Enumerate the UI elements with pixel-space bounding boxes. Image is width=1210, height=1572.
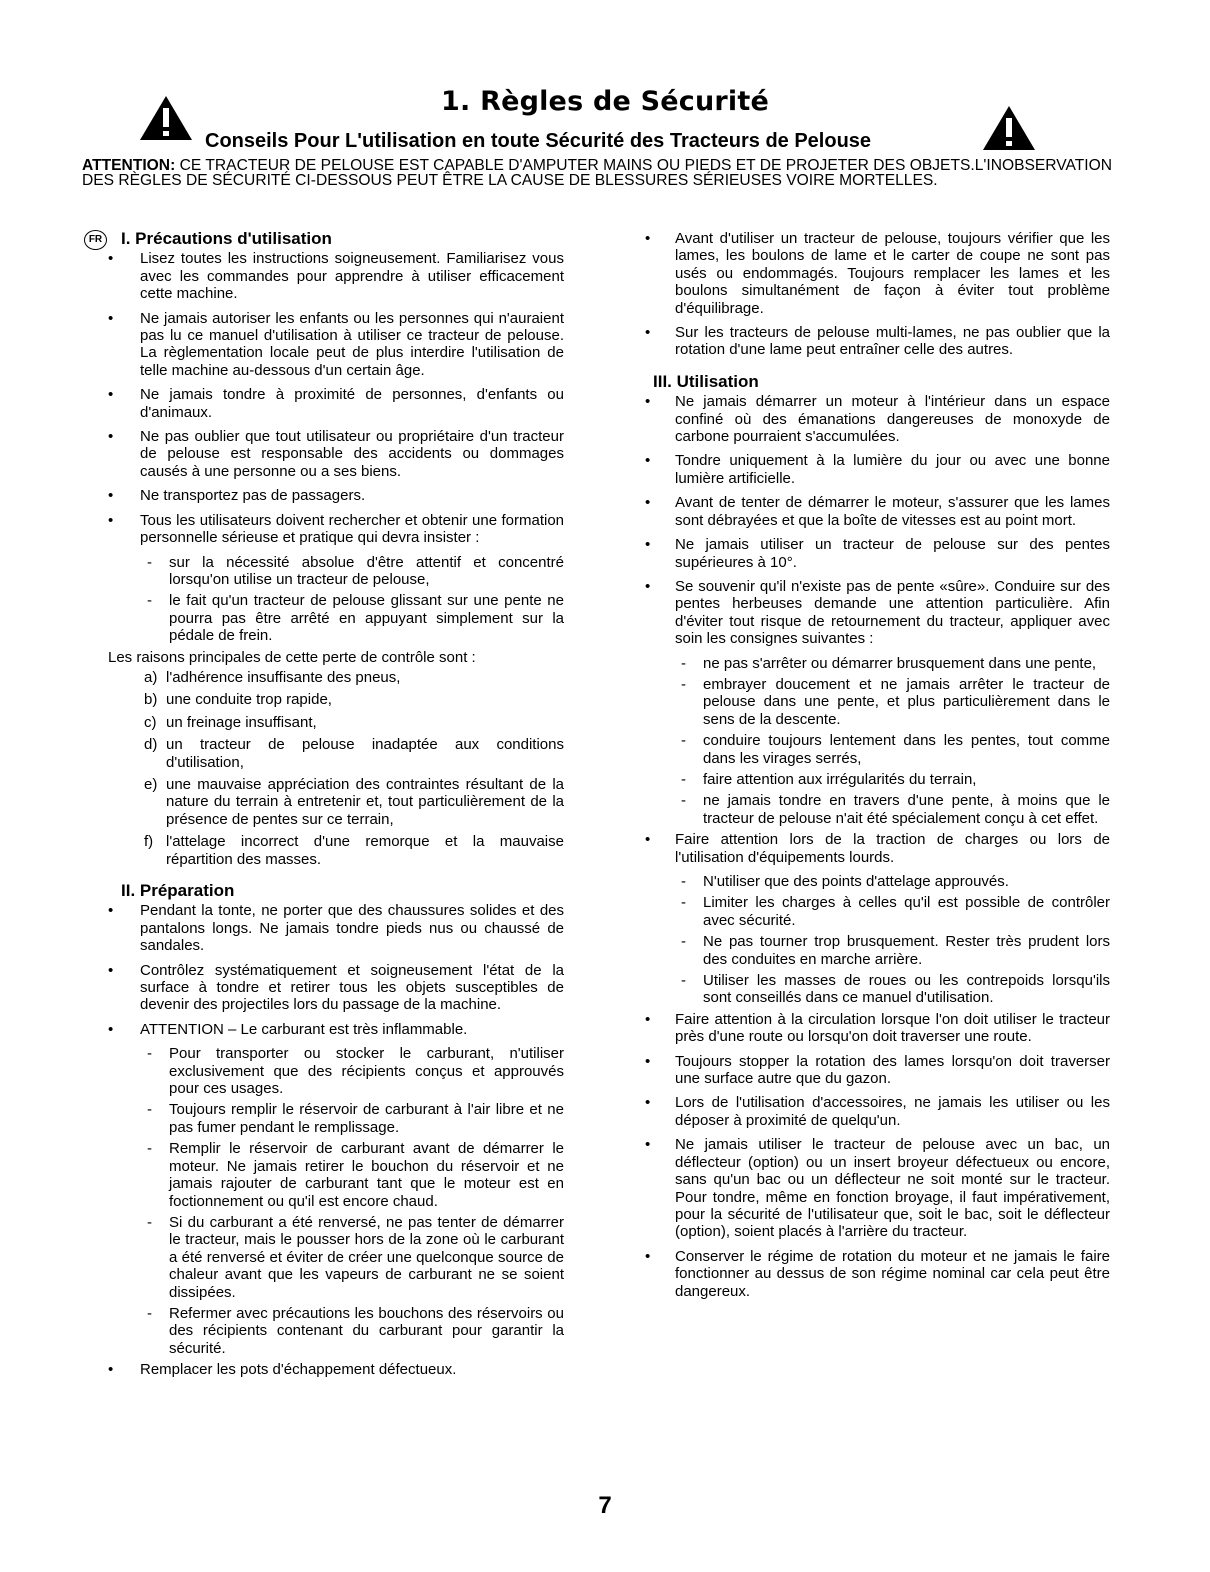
section-title: III. Utilisation <box>653 371 759 391</box>
list-item: • Ne pas oublier que tout utilisateur ou propriétaire d'un tracteur de pelouse est responsable des accidents ou dommages causés à une personne ou a ses biens. <box>84 428 564 480</box>
left-column <box>84 230 564 1386</box>
reasons-intro: Les raisons principales de cette perte de contrôle sont : <box>108 648 476 666</box>
page-title: 1. Règles de Sécurité <box>441 86 769 117</box>
sub-list-item: - Refermer avec précautions les bouchons des réservoirs ou des récipients contenant du carburant pour garantir la sécurité. <box>84 1305 564 1357</box>
sub-list-item: - N'utiliser que des points d'attelage approuvés. <box>645 873 1110 890</box>
list-item: • Tondre uniquement à la lumière du jour ou avec une bonne lumière artificielle. <box>645 452 1110 487</box>
page-number: 7 <box>598 1492 612 1519</box>
list-item: • ATTENTION – Le carburant est très inflammable. <box>84 1021 564 1038</box>
reason-key: a) <box>144 668 158 686</box>
list-item: • Avant de tenter de démarrer le moteur, s'assurer que les lames sont débrayées et que la boîte de vitesses est au point mort. <box>645 494 1110 529</box>
sub-list-item: - Toujours remplir le réservoir de carburant à l'air libre et ne pas fumer pendant le remplissage. <box>84 1101 564 1136</box>
reason-text: un freinage insuffisant, <box>166 713 317 731</box>
list-item: • Tous les utilisateurs doivent rechercher et obtenir une formation personnelle sérieuse et pratique qui devra insister : <box>84 512 564 547</box>
reason-item <box>84 736 564 771</box>
section-title: I. Précautions d'utilisation <box>121 229 332 248</box>
sub-list-item: - Remplir le réservoir de carburant avant de démarrer le moteur. Ne jamais retirer le bouchon du réservoir et ne jamais rajouter de carburant tant que le moteur est en foctionnement ou qu'il est encore chaud. <box>84 1140 564 1210</box>
attention-label: ATTENTION: <box>82 157 176 174</box>
reason-text: l'attelage incorrect d'une remorque et la mauvaise répartition des masses. <box>166 833 564 868</box>
list-item: • Toujours stopper la rotation des lames lorsqu'on doit traverser une surface autre que du gazon. <box>645 1053 1110 1088</box>
sub-list-item: - embrayer doucement et ne jamais arrêter le tracteur de pelouse dans une pente, et plus particulièrement dans le sens de la descente. <box>645 676 1110 728</box>
list-item: • Sur les tracteurs de pelouse multi-lames, ne pas oublier que la rotation d'une lame peut entraîner celle des autres. <box>645 324 1110 359</box>
reason-text: une mauvaise appréciation des contraintes résultant de la nature du terrain à entretenir et, tout particulièrement de la présence de pentes sur ce terrain, <box>166 775 564 828</box>
section-heading <box>84 230 564 247</box>
sub-list-item: - sur la nécessité absolue d'être attentif et concentré lorsqu'on utilise un tracteur de pelouse, <box>84 554 564 589</box>
list-item: • Remplacer les pots d'échappement défectueux. <box>84 1361 564 1378</box>
list-item: • Ne jamais démarrer un moteur à l'intérieur dans un espace confiné où des émanations dangereuses de monoxyde de carbone pourraient s'accumulées. <box>645 393 1110 445</box>
reason-text: une conduite trop rapide, <box>166 691 332 709</box>
list-item: • Ne jamais utiliser un tracteur de pelouse sur des pentes supérieures à 10°. <box>645 536 1110 571</box>
attention-warning <box>82 158 1112 188</box>
attention-text: CE TRACTEUR DE PELOUSE EST CAPABLE D'AMPUTER MAINS OU PIEDS ET DE PROJETER DES OBJETS.L'INOBSERVATION DES RÈGLES DE SÉCURITÉ CI-DESSOUS PEUT ÊTRE LA CAUSE DE BLESSURES SÉRIEUSES VOIRE MORTELLES. <box>82 157 1112 189</box>
sub-list-item: - ne pas s'arrêter ou démarrer brusquement dans une pente, <box>645 655 1110 672</box>
sub-list-item: - Limiter les charges à celles qu'il est possible de contrôler avec sécurité. <box>645 894 1110 929</box>
language-badge: FR <box>84 230 107 250</box>
reason-text: un tracteur de pelouse inadaptée aux conditions d'utilisation, <box>166 736 564 771</box>
sub-list-item: - Ne pas tourner trop brusquement. Rester très prudent lors des conduites en marche arrière. <box>645 933 1110 968</box>
sub-list-item: - faire attention aux irrégularités du terrain, <box>645 771 1110 788</box>
reason-key: b) <box>144 691 158 709</box>
sub-list-item: - conduire toujours lentement dans les pentes, tout comme dans les virages serrés, <box>645 732 1110 767</box>
sub-list-item: - Pour transporter ou stocker le carburant, n'utiliser exclusivement que des récipients conçus et approuvés pour ces usages. <box>84 1045 564 1097</box>
page-subtitle: Conseils Pour L'utilisation en toute Sécurité des Tracteurs de Pelouse <box>205 130 872 152</box>
reason-key: d) <box>144 736 158 754</box>
list-item: • Faire attention lors de la traction de charges ou lors de l'utilisation d'équipements lourds. <box>645 831 1110 866</box>
list-item: • Pendant la tonte, ne porter que des chaussures solides et des pantalons longs. Ne jamais tondre pieds nus ou chaussé de sandales. <box>84 902 564 954</box>
section-title: II. Préparation <box>121 881 235 900</box>
list-item: • Lors de l'utilisation d'accessoires, ne jamais les utiliser ou les déposer à proximité de quelqu'un. <box>645 1094 1110 1129</box>
list-item: • Faire attention à la circulation lorsque l'on doit utiliser le tracteur près d'une route ou lorsqu'on doit traverser une route. <box>645 1011 1110 1046</box>
sub-list-item: - Utiliser les masses de roues ou les contrepoids lorsqu'ils sont conseillés dans ce manuel d'utilisation. <box>645 972 1110 1007</box>
reason-item <box>84 776 564 828</box>
reason-key: f) <box>144 833 154 851</box>
list-item: • Lisez toutes les instructions soigneusement. Familiarisez vous avec les commandes pour apprendre à utiliser efficacement cette machine. <box>84 250 564 302</box>
list-item: • Contrôlez systématiquement et soigneusement l'état de la surface à tondre et retirer tous les objets susceptibles de devenir des projectiles lors du passage de la machine. <box>84 962 564 1014</box>
reason-key: e) <box>144 775 158 793</box>
list-item: • Ne jamais tondre à proximité de personnes, d'enfants ou d'animaux. <box>84 386 564 421</box>
reason-item <box>84 669 564 686</box>
list-item: • Ne transportez pas de passagers. <box>84 487 564 504</box>
reason-key: c) <box>144 713 157 731</box>
reason-item <box>84 833 564 868</box>
list-item: • Se souvenir qu'il n'existe pas de pente «sûre». Conduire sur des pentes herbeuses demande une attention particulière. Afin d'éviter tout risque de retournement du tracteur, appliquer avec soin les consignes suivantes : <box>645 578 1110 648</box>
list-item: • Ne jamais utiliser le tracteur de pelouse avec un bac, un déflecteur (option) ou un insert broyeur défectueux ou encore, sans qu'un bac ou un déflecteur ne soit monté sur le tracteur. Pour tondre, même en fonction broyage, il faut impérativement, pour la sécurité de l'utilisateur que, soit le bac, soit le déflecteur (option), soient placés à l'arrière du tracteur. <box>645 1136 1110 1240</box>
sub-list-item: - le fait qu'un tracteur de pelouse glissant sur une pente ne pourra pas être arrêté en appuyant simplement sur la pédale de frein. <box>84 592 564 644</box>
reason-item <box>84 714 564 731</box>
sub-list-item: - ne jamais tondre en travers d'une pente, à moins que le tracteur de pelouse n'ait été spécialement conçu à cet effet. <box>645 792 1110 827</box>
reason-item <box>84 691 564 708</box>
sub-list-item: - Si du carburant a été renversé, ne pas tenter de démarrer le tracteur, mais le pousser hors de la zone où le carburant a été renversé et éviter de créer une quelconque source de chaleur avant que les vapeurs de carburant ne se soient dissipées. <box>84 1214 564 1301</box>
list-item: • Ne jamais autoriser les enfants ou les personnes qui n'auraient pas lu ce manuel d'utilisation à utiliser ce tracteur de pelouse. La règlementation locale peut de plus interdire l'utilisation de telle machine au-dessous d'un certain âge. <box>84 310 564 380</box>
list-item: • Avant d'utiliser un tracteur de pelouse, toujours vérifier que les lames, les boulons de lame et le carter de coupe ne sont pas usés ou endommagés. Toujours remplacer les lames et les boulons simultanément de façon à éviter tout problème d'équilibrage. <box>645 230 1110 317</box>
right-column <box>645 230 1110 1307</box>
list-item: • Conserver le régime de rotation du moteur et ne jamais le faire fonctionner au dessus de son régime nominal car cela peut être dangereux. <box>645 1248 1110 1300</box>
reason-text: l'adhérence insuffisante des pneus, <box>166 668 401 686</box>
